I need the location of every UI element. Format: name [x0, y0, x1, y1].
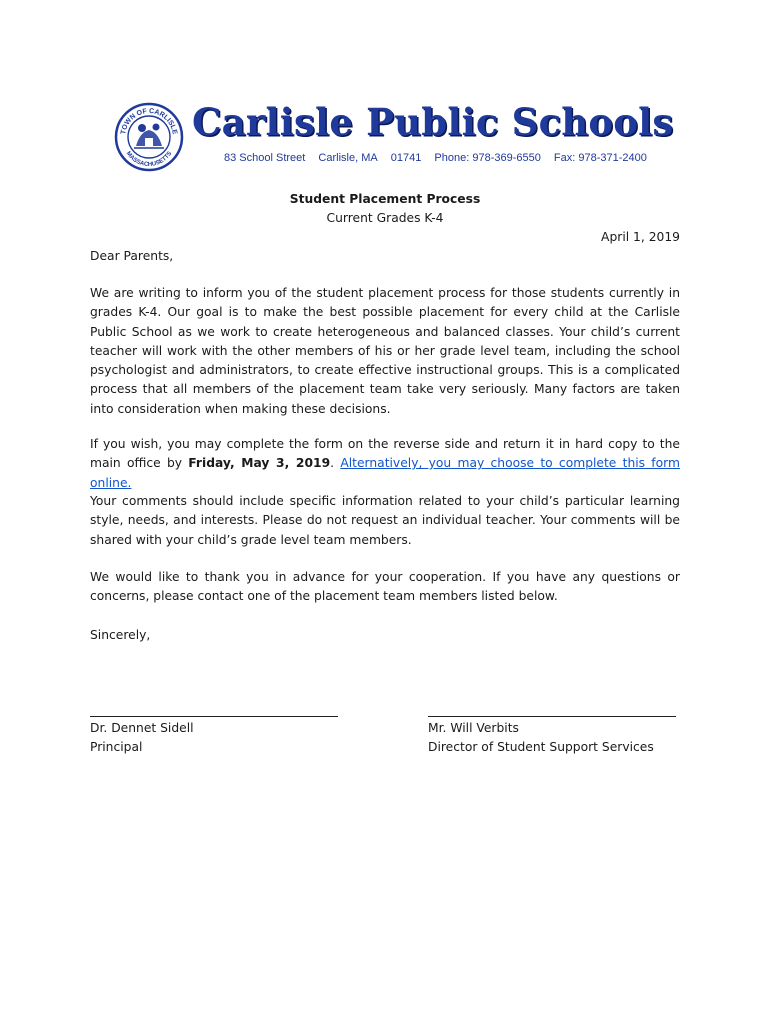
greeting: Dear Parents,	[90, 249, 174, 263]
school-name: Carlisle Public Schools	[192, 100, 674, 144]
signature-line-director	[428, 716, 676, 717]
letter-title: Student Placement Process	[289, 192, 481, 206]
closing: Sincerely,	[90, 628, 151, 642]
school-contact-line	[224, 152, 657, 164]
street-address: 83 School Street	[224, 152, 306, 164]
letter-date: April 1, 2019	[601, 230, 680, 244]
paragraph-thanks: We would like to thank you in advance for your cooperation. If you have any questions or concerns, please contact one of the placement team members listed below.	[90, 570, 680, 604]
svg-text:TOWN OF CARLISLE: TOWN OF CARLISLE	[120, 107, 178, 136]
deadline: Friday, May 3, 2019	[188, 456, 331, 471]
form-instructions-text: If you wish, you may complete the form on the reverse side and return it in hard copy to the main office by	[90, 437, 680, 471]
punctuation: .	[330, 456, 341, 471]
phone-number: Phone: 978-369-6550	[434, 152, 541, 164]
zip-code: 01741	[390, 152, 422, 164]
online-form-link[interactable]: Alternatively, you may choose to complete this form online.	[90, 456, 680, 490]
town-seal-icon	[114, 102, 184, 172]
signatory-name-director: Mr. Will Verbits	[428, 721, 519, 735]
paragraph-placement-process: We are writing to inform you of the student placement process for those students currently in grades K-4. Our goal is to make the best possible placement for every child at the Carlisle Public School as we work to create heterogeneous and balanced classes. Your child’s current teacher will work with the other members of his or her grade level team, including the school psychologist and administrators, to create effective instructional groups. This is a complicated process that all members of the placement team take very seriously. Many factors are taken into consideration when making these decisions.	[90, 286, 680, 416]
letter-subtitle: Current Grades K-4	[326, 211, 444, 225]
paragraph-form-instructions	[90, 435, 680, 493]
letterhead	[114, 100, 674, 170]
signatory-role-principal: Principal	[90, 740, 143, 754]
signatory-name-principal: Dr. Dennet Sidell	[90, 721, 194, 735]
town: Carlisle, MA	[318, 152, 378, 164]
fax-number: Fax: 978-371-2400	[553, 152, 647, 164]
signature-line-principal	[90, 716, 338, 717]
signatory-role-director: Director of Student Support Services	[428, 740, 654, 754]
paragraph-comments-guidance: Your comments should include specific information related to your child’s particular learning style, needs, and interests. Please do not request an individual teacher. Your comments will be shared with your child’s grade level team members.	[90, 494, 680, 547]
svg-text:MASSACHUSETTS: MASSACHUSETTS	[124, 150, 174, 169]
